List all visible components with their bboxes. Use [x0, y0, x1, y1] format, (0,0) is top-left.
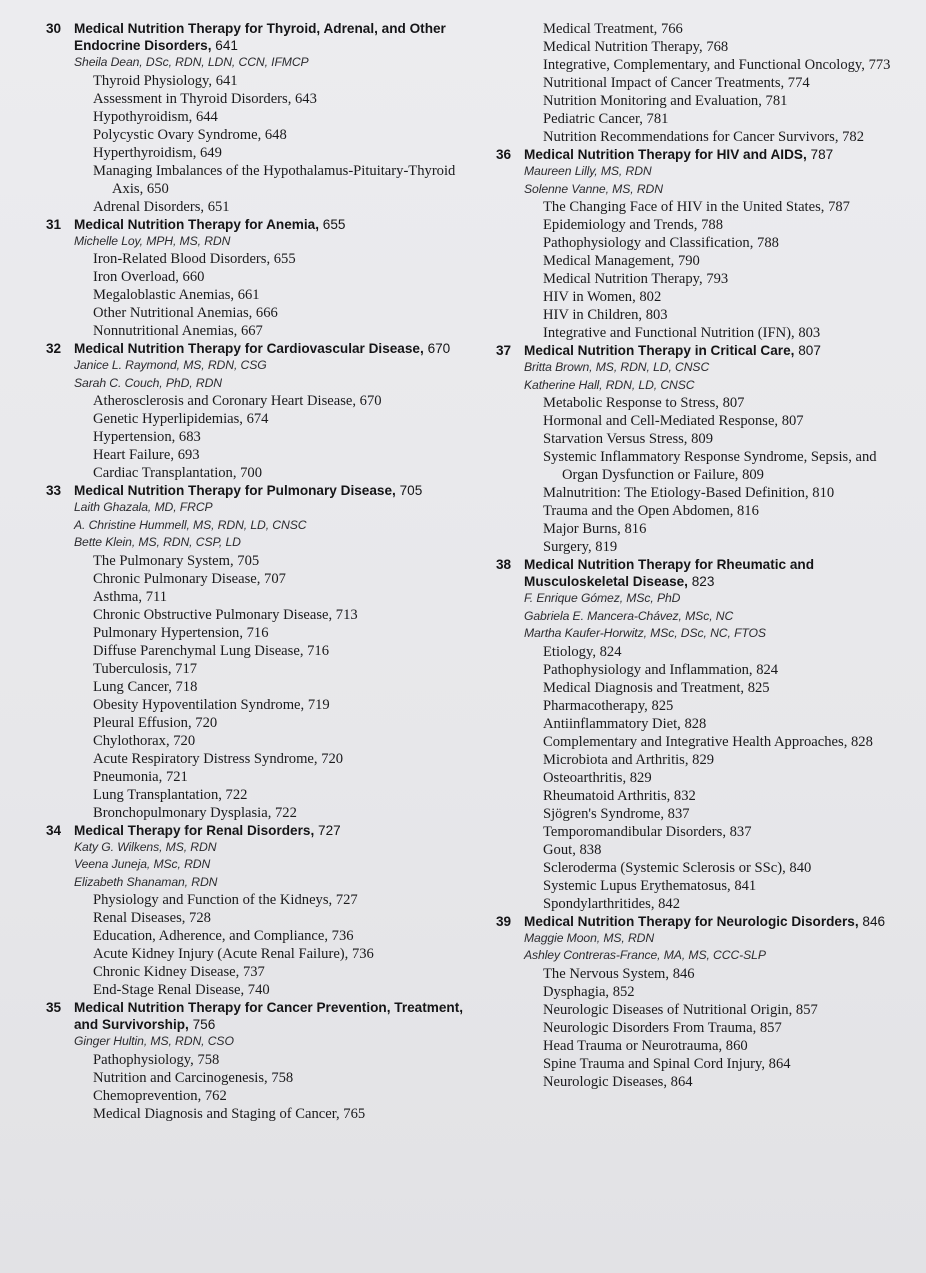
topic-entry: Nutrition Recommendations for Cancer Survivors, 782 — [543, 129, 865, 145]
topic-entry: Bronchopulmonary Dysplasia, 722 — [93, 804, 297, 821]
chapter-page: 670 — [427, 341, 451, 356]
chapter-title: Medical Nutrition Therapy for Pulmonary Disease, — [74, 483, 396, 498]
chapter-page: 705 — [399, 483, 423, 498]
chapter-number: 34 — [46, 822, 62, 838]
topic-entry: Atherosclerosis and Coronary Heart Disease, 670 — [93, 393, 382, 409]
topic-entry: Hormonal and Cell-Mediated Response, 807 — [543, 413, 804, 429]
chapter-number: 36 — [496, 147, 512, 162]
author-name: Maggie Moon, MS, RDN — [524, 930, 655, 945]
chapter-entry — [46, 822, 466, 1000]
topic-entry: Managing Imbalances of the Hypothalamus-Pituitary-Thyroid Axis, 650 — [93, 162, 456, 197]
topic-entry: Medical Nutrition Therapy, 793 — [543, 271, 729, 287]
chapter-heading — [46, 482, 466, 499]
author-name: Katherine Hall, RDN, LD, CNSC — [524, 377, 695, 392]
topic-entry: Major Burns, 816 — [543, 521, 647, 537]
topic-entry: Megaloblastic Anemias, 661 — [93, 287, 260, 303]
topic-entry: Genetic Hyperlipidemias, 674 — [93, 411, 269, 427]
chapter-heading — [46, 340, 466, 357]
chapter-topics — [46, 72, 466, 216]
topic-entry: Pathophysiology and Inflammation, 824 — [543, 661, 779, 678]
chapter-heading — [46, 20, 466, 54]
chapter-topics — [46, 392, 466, 482]
topic-entry: Neurologic Diseases of Nutritional Origin, 857 — [543, 1001, 818, 1018]
topic-entry: Medical Diagnosis and Staging of Cancer, 765 — [93, 1105, 366, 1122]
topic-entry: Medical Nutrition Therapy, 768 — [543, 39, 729, 55]
topic-entry: Systemic Lupus Erythematosus, 841 — [543, 877, 757, 894]
topic-entry: Metabolic Response to Stress, 807 — [543, 395, 745, 411]
topic-entry: Tuberculosis, 717 — [93, 660, 198, 677]
toc-right-column — [496, 20, 916, 1091]
topic-entry: Obesity Hypoventilation Syndrome, 719 — [93, 696, 330, 713]
chapter-page: 787 — [810, 147, 834, 162]
chapter-title: Medical Nutrition Therapy for Rheumatic and Musculoskeletal Disease, — [524, 557, 815, 589]
topic-entry: Acute Respiratory Distress Syndrome, 720 — [93, 750, 344, 767]
chapter-entry — [496, 20, 916, 146]
topic-entry: Asthma, 711 — [93, 588, 168, 605]
chapter-entry — [46, 999, 466, 1123]
chapter-authors — [496, 590, 916, 643]
topic-entry: Etiology, 824 — [543, 643, 622, 660]
chapter-title-line — [74, 999, 466, 1033]
chapter-heading — [46, 216, 466, 233]
topic-entry: Integrative and Functional Nutrition (IFN), 803 — [543, 325, 821, 341]
topic-entry: Iron-Related Blood Disorders, 655 — [93, 251, 296, 267]
topic-entry: Pleural Effusion, 720 — [93, 714, 218, 731]
chapter-authors — [46, 499, 466, 552]
topic-entry: Chronic Pulmonary Disease, 707 — [93, 570, 286, 587]
author-name: Veena Juneja, MSc, RDN — [74, 857, 211, 871]
topic-entry: Renal Diseases, 728 — [93, 910, 211, 926]
chapter-authors — [46, 357, 466, 392]
chapter-entry — [46, 20, 466, 216]
author-name: Laith Ghazala, MD, FRCP — [74, 500, 213, 514]
chapter-page: 756 — [192, 1017, 216, 1032]
topic-entry: Chronic Obstructive Pulmonary Disease, 713 — [93, 606, 358, 623]
chapter-number: 33 — [46, 483, 62, 498]
topic-entry: The Nervous System, 846 — [543, 965, 695, 982]
chapter-title-line — [524, 342, 821, 359]
chapter-heading — [496, 146, 916, 163]
author-name: Bette Klein, MS, RDN, CSP, LD — [74, 535, 241, 549]
author-name: Britta Brown, MS, RDN, LD, CNSC — [524, 360, 710, 374]
chapter-title-line — [74, 482, 422, 499]
topic-entry: Medical Diagnosis and Treatment, 825 — [543, 679, 770, 696]
topic-entry: Thyroid Physiology, 641 — [93, 72, 238, 89]
topic-entry: Malnutrition: The Etiology-Based Definition, 810 — [543, 485, 835, 501]
topic-entry: Heart Failure, 693 — [93, 447, 200, 463]
topic-entry: Nonnutritional Anemias, 667 — [93, 323, 263, 339]
chapter-page: 655 — [322, 216, 346, 232]
author-name: Maureen Lilly, MS, RDN — [524, 164, 652, 178]
chapter-title: Medical Nutrition Therapy for Cardiovascular Disease, — [74, 341, 424, 356]
topic-entry: Medical Management, 790 — [543, 253, 700, 269]
topic-entry: Neurologic Diseases, 864 — [543, 1073, 693, 1090]
topic-entry: Temporomandibular Disorders, 837 — [543, 823, 752, 840]
chapter-heading — [46, 822, 466, 839]
chapter-entry — [496, 913, 916, 1091]
topic-entry: Microbiota and Arthritis, 829 — [543, 751, 715, 768]
chapter-heading — [46, 999, 466, 1033]
topic-entry: Nutrition Monitoring and Evaluation, 781 — [543, 93, 788, 109]
topic-entry: Diffuse Parenchymal Lung Disease, 716 — [93, 642, 330, 659]
chapter-heading — [496, 913, 916, 930]
topic-entry: Scleroderma (Systemic Sclerosis or SSc), 840 — [543, 859, 812, 876]
chapter-title: Medical Therapy for Renal Disorders, — [74, 822, 315, 838]
chapter-topics — [46, 1051, 466, 1123]
topic-entry: HIV in Children, 803 — [543, 307, 668, 323]
toc-left-column — [46, 20, 466, 1123]
author-name: A. Christine Hummell, MS, RDN, LD, CNSC — [74, 517, 307, 532]
topic-entry: Acute Kidney Injury (Acute Renal Failure), 736 — [93, 946, 374, 962]
topic-entry: Systemic Inflammatory Response Syndrome, Sepsis, and Organ Dysfunction or Failure, 809 — [543, 449, 877, 483]
topic-entry: Pediatric Cancer, 781 — [543, 111, 669, 127]
author-name: Gabriela E. Mancera-Chávez, MSc, NC — [524, 608, 734, 623]
topic-entry: The Pulmonary System, 705 — [93, 552, 260, 569]
chapter-authors — [496, 359, 916, 394]
topic-entry: Education, Adherence, and Compliance, 736 — [93, 928, 354, 944]
topic-entry: Nutrition and Carcinogenesis, 758 — [93, 1069, 294, 1086]
topic-entry: Pharmacotherapy, 825 — [543, 697, 674, 714]
topic-entry: Pathophysiology, 758 — [93, 1051, 220, 1068]
topic-entry: Pulmonary Hypertension, 716 — [93, 624, 269, 641]
chapter-heading — [496, 556, 916, 590]
chapter-title-line — [524, 556, 916, 590]
topic-entry: Epidemiology and Trends, 788 — [543, 217, 723, 233]
chapter-title: Medical Nutrition Therapy in Critical Care, — [524, 343, 795, 358]
chapter-title: Medical Nutrition Therapy for Neurologic Disorders, — [524, 913, 859, 929]
topic-entry: Polycystic Ovary Syndrome, 648 — [93, 126, 287, 143]
topic-entry: Surgery, 819 — [543, 539, 618, 555]
topic-entry: Dysphagia, 852 — [543, 983, 635, 1000]
chapter-title: Medical Nutrition Therapy for Thyroid, Adrenal, and Other Endocrine Disorders, — [74, 21, 446, 53]
chapter-title: Medical Nutrition Therapy for HIV and AIDS, — [524, 147, 807, 162]
topic-entry: Hypertension, 683 — [93, 429, 201, 445]
chapter-entry — [46, 216, 466, 341]
topic-entry: Chemoprevention, 762 — [93, 1087, 227, 1104]
chapter-entry — [496, 556, 916, 913]
chapter-entry — [496, 342, 916, 556]
chapter-number: 32 — [46, 341, 62, 356]
chapter-entry — [496, 146, 916, 342]
author-name: Elizabeth Shanaman, RDN — [74, 874, 218, 889]
topic-entry: Medical Treatment, 766 — [543, 21, 683, 37]
chapter-title-line — [524, 913, 885, 930]
chapter-authors — [46, 1033, 466, 1051]
chapter-page: 807 — [798, 343, 821, 358]
chapter-page: 823 — [691, 574, 715, 589]
author-name: Michelle Loy, MPH, MS, RDN — [74, 233, 231, 248]
chapter-topics — [46, 552, 466, 822]
chapter-title-line — [524, 146, 833, 163]
chapter-topics — [496, 965, 916, 1091]
topic-entry: Adrenal Disorders, 651 — [93, 198, 230, 215]
chapter-topics — [46, 250, 466, 340]
topic-entry: Nutritional Impact of Cancer Treatments, 774 — [543, 75, 810, 91]
chapter-title-line — [74, 822, 341, 839]
topic-entry: HIV in Women, 802 — [543, 289, 662, 305]
topic-entry: Chylothorax, 720 — [93, 732, 196, 749]
topic-entry: Pathophysiology and Classification, 788 — [543, 235, 779, 251]
topic-entry: Integrative, Complementary, and Functional Oncology, 773 — [543, 57, 891, 73]
chapter-number: 37 — [496, 343, 512, 358]
topic-entry: Iron Overload, 660 — [93, 269, 205, 285]
topic-entry: Complementary and Integrative Health Approaches, 828 — [543, 733, 873, 750]
chapter-authors — [46, 233, 466, 251]
chapter-authors — [46, 839, 466, 892]
chapter-title: Medical Nutrition Therapy for Cancer Prevention, Treatment, and Survivorship, — [74, 1000, 464, 1032]
topic-entry: Chronic Kidney Disease, 737 — [93, 964, 265, 980]
chapter-authors — [46, 54, 466, 72]
topic-entry: Assessment in Thyroid Disorders, 643 — [93, 90, 317, 107]
topic-entry: Rheumatoid Arthritis, 832 — [543, 787, 696, 804]
chapter-number: 39 — [496, 913, 512, 929]
topic-entry: Antiinflammatory Diet, 828 — [543, 715, 707, 732]
topic-entry: Trauma and the Open Abdomen, 816 — [543, 503, 759, 519]
chapter-entry — [46, 340, 466, 482]
topic-entry: Starvation Versus Stress, 809 — [543, 431, 713, 447]
chapter-title-line — [74, 20, 466, 54]
topic-entry: Spondylarthritides, 842 — [543, 895, 681, 912]
topic-entry: Sjögren's Syndrome, 837 — [543, 805, 690, 822]
topic-entry: Pneumonia, 721 — [93, 768, 188, 785]
chapter-topics — [496, 394, 916, 556]
topic-entry: Other Nutritional Anemias, 666 — [93, 305, 278, 321]
topic-entry: Neurologic Disorders From Trauma, 857 — [543, 1019, 782, 1036]
author-name: F. Enrique Gómez, MSc, PhD — [524, 591, 681, 605]
author-name: Sarah C. Couch, PhD, RDN — [74, 375, 222, 390]
topic-entry: The Changing Face of HIV in the United States, 787 — [543, 199, 850, 215]
author-name: Sheila Dean, DSc, RDN, LDN, CCN, IFMCP — [74, 55, 309, 69]
chapter-topics — [46, 891, 466, 999]
chapter-topics — [496, 198, 916, 342]
author-name: Ginger Hultin, MS, RDN, CSO — [74, 1034, 234, 1048]
topic-entry: Lung Cancer, 718 — [93, 678, 198, 695]
author-name: Solenne Vanne, MS, RDN — [524, 181, 663, 196]
chapter-authors — [496, 930, 916, 965]
topic-entry: Spine Trauma and Spinal Cord Injury, 864 — [543, 1055, 791, 1072]
topic-entry: Osteoarthritis, 829 — [543, 769, 652, 786]
author-name: Ashley Contreras-France, MA, MS, CCC-SLP — [524, 948, 766, 962]
chapter-entry — [46, 482, 466, 822]
chapter-number: 30 — [46, 21, 62, 36]
chapter-topics — [496, 643, 916, 913]
author-name: Martha Kaufer-Horwitz, MSc, DSc, NC, FTOS — [524, 626, 766, 640]
chapter-heading — [496, 342, 916, 359]
chapter-page: 846 — [862, 913, 886, 929]
chapter-title-line — [74, 340, 450, 357]
topic-entry: Lung Transplantation, 722 — [93, 786, 248, 803]
chapter-number: 35 — [46, 1000, 62, 1015]
chapter-number: 31 — [46, 216, 62, 232]
topic-entry: End-Stage Renal Disease, 740 — [93, 982, 270, 998]
chapter-title: Medical Nutrition Therapy for Anemia, — [74, 216, 319, 232]
chapter-page: 727 — [318, 822, 341, 838]
author-name: Katy G. Wilkens, MS, RDN — [74, 839, 217, 854]
topic-entry: Hypothyroidism, 644 — [93, 108, 218, 125]
chapter-title-line — [74, 216, 345, 233]
chapter-page: 641 — [215, 38, 238, 53]
topic-entry: Cardiac Transplantation, 700 — [93, 465, 263, 481]
topic-entry: Gout, 838 — [543, 841, 602, 858]
author-name: Janice L. Raymond, MS, RDN, CSG — [74, 358, 267, 372]
topic-entry: Head Trauma or Neurotrauma, 860 — [543, 1037, 748, 1054]
topic-entry: Physiology and Function of the Kidneys, 727 — [93, 892, 358, 908]
chapter-authors — [496, 163, 916, 198]
topic-entry: Hyperthyroidism, 649 — [93, 144, 222, 161]
chapter-topics — [496, 20, 916, 146]
chapter-number: 38 — [496, 557, 512, 572]
